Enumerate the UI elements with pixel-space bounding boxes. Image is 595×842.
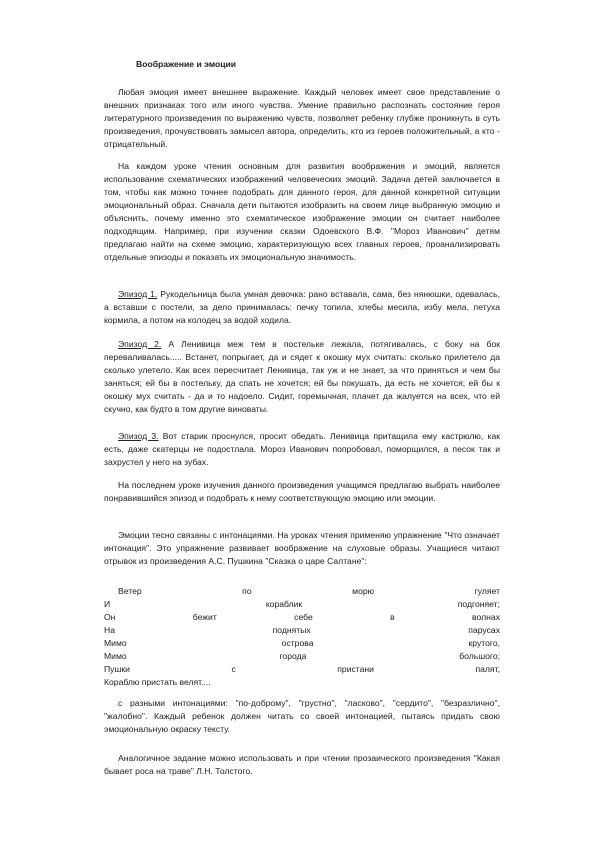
paragraph-schematic-emotions: На каждом уроке чтения основным для развития воображения и эмоций, является использование схематических изображений человеческих эмоций. Задача детей заключается в том, чтобы как можно точнее подобрать для данного героя, для данной конкретной ситуации эмоциональный образ. Сначала дети пытаются изобразить на своем лице выбранную эмоцию и объяснить, почему именно это схематическое изображение эмоции он считает наиболее подходящим. Например, при изучении сказки Одоевского В.Ф. "Мороз Иванович" детям предлагаю найти на схеме эмоцию, характеризующую всех главных героев, проанализировать отдельные эпизоды и показать их эмоциональную значимость. <box>104 161 500 262</box>
poem-word: волнах <box>472 612 500 622</box>
paragraph-episode-2 <box>104 338 500 416</box>
paragraph-episode-3 <box>104 430 500 469</box>
paragraph-analogous-task: Аналогичное задание можно использовать и при чтении прозаического произведения "Какая бывает роса на траве" Л.Н. Толстого. <box>104 753 500 776</box>
poem-word: подгоняет; <box>457 599 500 609</box>
episode-1-label: Эпизод 1. <box>118 289 158 299</box>
poem-line <box>104 650 500 663</box>
poem-line <box>104 624 500 637</box>
paragraph-last-lesson: На последнем уроке изучения данного произведения учащимся предлагаю выбрать наиболее понравившийся эпизод и подобрать к нему соответствующую эмоцию или эмоции. <box>104 480 500 503</box>
paragraph-intonation: Эмоции тесно связаны с интонациями. На уроках чтения применяю упражнение "Что означает интонация". Это упражнение развивает воображение на слуховые образы. Учащиеся читают отрывок из произведения А.С. Пушкина "Сказка о царе Салтане": <box>104 530 500 566</box>
poem-word: поднятых <box>272 625 311 635</box>
poem-word: парусах <box>468 625 500 635</box>
poem-line <box>104 598 500 611</box>
poem-word: пристани <box>337 664 374 674</box>
episode-1-text: Рукодельница была умная девочка: рано вставала, сама, без нянюшки, одевалась, а вставши с постели, за дело принималась: печку топила, хлебы месила, избу мела, петуха кормила, а потом на колодец за водой ходила. <box>104 289 500 325</box>
episode-3-label: Эпизод 3. <box>118 431 159 441</box>
poem-word: И <box>104 599 111 609</box>
poem-word: кораблик <box>265 599 303 609</box>
paragraph-intro: Любая эмоция имеет внешнее выражение. Каждый человек имеет свое представление о внешних признаках того или иного чувства. Умение правильно распознать состояние героя литературного произведения по выражению чувств, позволяет ребенку глубже проникнуть в суть произведения, прочувствовать замысел автора, определить, кто из героев положительный, а кто - отрицательный. <box>104 87 500 149</box>
paragraph-episode-1 <box>104 288 500 327</box>
episode-2-label: Эпизод 2. <box>118 339 162 349</box>
poem-word: крутого, <box>468 638 500 648</box>
poem-word: по <box>242 586 252 596</box>
poem-word: Пушки <box>104 664 130 674</box>
poem-word: острова <box>281 638 314 648</box>
poem-word: с <box>231 664 236 674</box>
poem-word: в <box>390 612 395 622</box>
poem-word: гуляет <box>474 586 500 596</box>
poem-word: На <box>104 625 115 635</box>
poem-word: морю <box>352 586 375 596</box>
poem-word: себе <box>294 612 313 622</box>
poem-word: бежит <box>192 612 217 622</box>
poem-line <box>104 663 500 676</box>
poem-line <box>104 637 500 650</box>
document-title: Воображение и эмоции <box>136 59 237 69</box>
paragraph-intonations-list: с разными интонациями: "по-доброму", "грустно", "ласково", "сердито", "безразлично", "жалобно". Каждый ребенок должен читать со своей интонацией, пытаясь придать свою эмоциональную окраску тексту. <box>104 698 500 734</box>
episode-3-text: Вот старик проснулся, просит обедать. Ленивица притащила ему кастрюлю, как есть, даже скатерцы не подостлала. Мороз Иванович попробовал, поморщился, а песок так и захрустел у него на зубах. <box>104 431 500 467</box>
poem-word: Мимо <box>104 651 127 661</box>
poem-word: Он <box>104 612 116 622</box>
poem-word: палят, <box>475 664 500 674</box>
poem-word: большого; <box>459 651 500 661</box>
poem-last-line: Кораблю пристать велят.... <box>104 677 211 687</box>
episode-2-text: А Ленивица меж тем в постельке лежала, потягивалась, с боку на бок переваливалась..... Встанет, попрыгает, да и сядет к окошку мух считать: сколько прилетело да сколько улетело. Как всех пересчитает Ленивица, так уж и не знает, за что приняться и чем бы заняться; ей бы в постельку, да спать не хочется; ей бы покушать, да есть не хочется; ей бы к окошку мух считать - да и то надоело. Сидит, горемычная, плачет да жалуется на всех, что ей скучно, как будто в том другие виноваты. <box>104 339 500 414</box>
poem-word: города <box>279 651 307 661</box>
poem-excerpt <box>104 585 500 689</box>
poem-line <box>104 611 500 624</box>
poem-line <box>104 585 500 598</box>
poem-word: Ветер <box>118 586 142 596</box>
poem-word: Мимо <box>104 638 127 648</box>
